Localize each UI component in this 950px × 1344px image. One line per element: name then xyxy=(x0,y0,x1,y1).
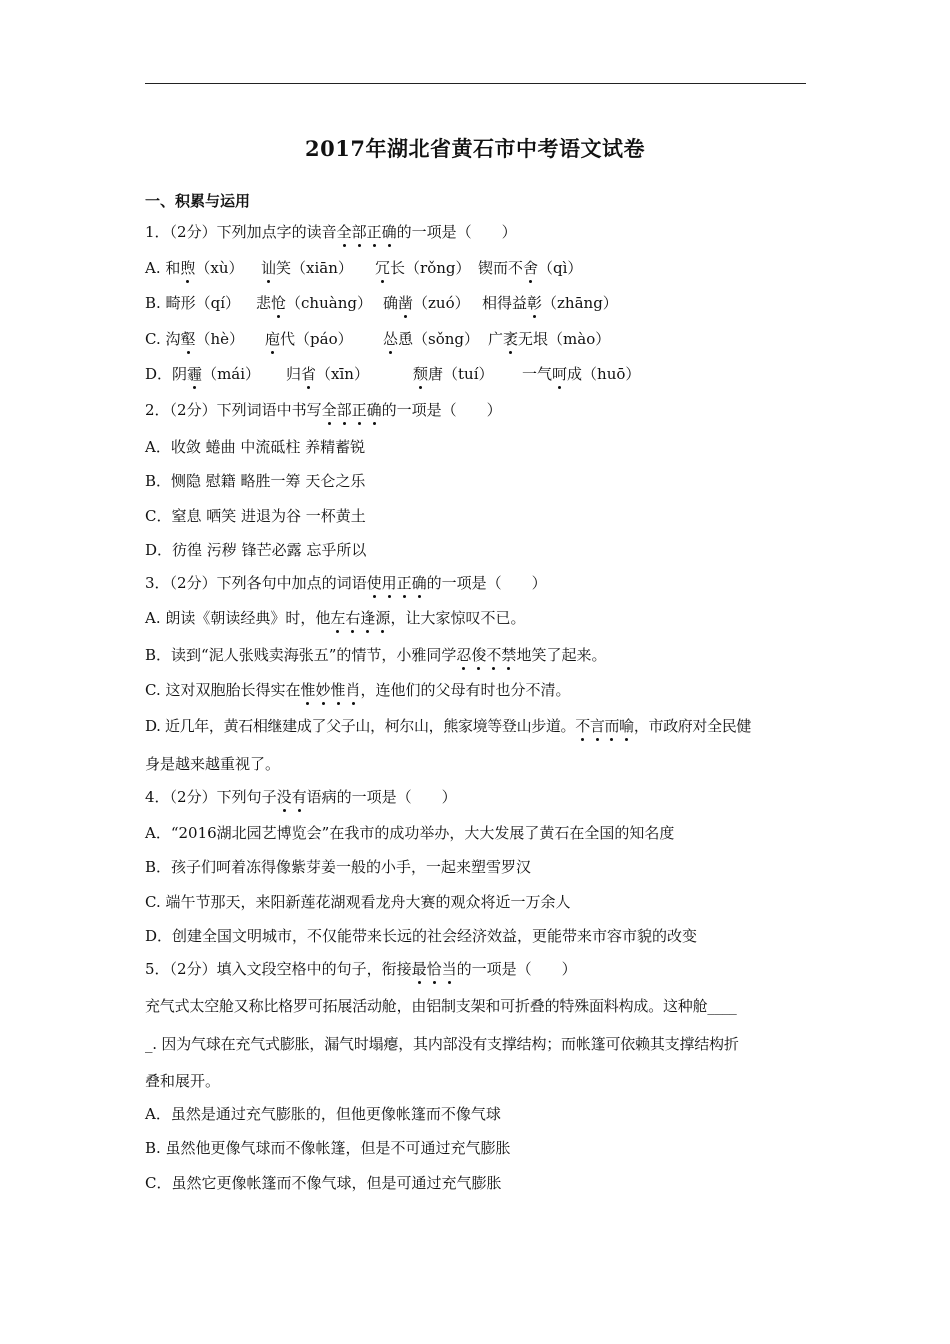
question-3-option-a: A. 朗读《朝读经典》时，他左右逢源，让大家惊叹不已。 xyxy=(145,609,526,627)
question-5-option-c: C．虽然它更像帐篷而不像气球，但是可通过充气膨胀 xyxy=(145,1174,502,1192)
question-5-passage-line-2: _. 因为气球在充气式膨胀，漏气时塌瘪，其内部没有支撑结构；而帐篷可依赖其支撑结构折 xyxy=(145,1035,739,1053)
question-4-option-c: C. 端午节那天，来阳新莲花湖观看龙舟大赛的观众将近一万余人 xyxy=(145,893,571,911)
question-3-option-b: B．读到“泥人张贱卖海张五”的情节，小雅同学忍俊不禁地笑了起来。 xyxy=(145,646,607,664)
question-2-option-a: A．收敛 蜷曲 中流砥柱 养精蓄锐 xyxy=(145,438,366,456)
question-3-stem: 3．（2分）下列各句中加点的词语使用正确的一项是（ ） xyxy=(145,574,547,592)
question-5-passage-line-3: 叠和展开。 xyxy=(145,1072,221,1090)
question-3-option-c: C. 这对双胞胎长得实在惟妙惟肖，连他们的父母有时也分不清。 xyxy=(145,681,571,699)
question-5-passage-line-1: 充气式太空舱又称比格罗可拓展活动舱，由铝制支架和可折叠的特殊面料构成。这种舱____ xyxy=(145,997,737,1015)
question-3-option-d: D. 近几年，黄石相继建成了父子山，柯尔山，熊家境等登山步道。不言而喻，市政府对全民健 xyxy=(145,717,752,735)
question-2-stem: 2．（2分）下列词语中书写全部正确的一项是（ ） xyxy=(145,401,502,419)
question-3-option-d-continued: 身是越来越重视了。 xyxy=(145,755,281,773)
question-5-option-b: B. 虽然他更像气球而不像帐篷，但是不可通过充气膨胀 xyxy=(145,1139,511,1157)
question-5-option-a: A．虽然是通过充气膨胀的，但他更像帐篷而不像气球 xyxy=(145,1105,501,1123)
question-5-stem: 5．（2分）填入文段空格中的句子，衔接最恰当的一项是（ ） xyxy=(145,960,577,978)
section-heading: 一、积累与运用 xyxy=(145,192,251,210)
question-4-option-d: D．创建全国文明城市，不仅能带来长远的社会经济效益，更能带来市容市貌的改变 xyxy=(145,927,698,945)
question-2-option-d: D．彷徨 污秽 锋芒必露 忘乎所以 xyxy=(145,541,367,559)
question-1-stem: 1．（2分）下列加点字的读音全部正确的一项是（ ） xyxy=(145,223,517,241)
question-4-option-b: B．孩子们呵着冻得像紫芽姜一般的小手，一起来塑雪罗汉 xyxy=(145,858,532,876)
question-4-option-a: A．“2016湖北园艺博览会”在我市的成功举办，大大发展了黄石在全国的知名度 xyxy=(145,824,675,842)
page-title: 2017年湖北省黄石市中考语文试卷 xyxy=(305,136,645,161)
question-2-option-c: C．窒息 哂笑 进退为谷 一杯黄土 xyxy=(145,507,366,525)
question-4-stem: 4．（2分）下列句子没有语病的一项是（ ） xyxy=(145,788,457,806)
question-2-option-b: B．恻隐 慰籍 略胜一筹 天仑之乐 xyxy=(145,472,366,490)
header-rule xyxy=(145,83,806,84)
